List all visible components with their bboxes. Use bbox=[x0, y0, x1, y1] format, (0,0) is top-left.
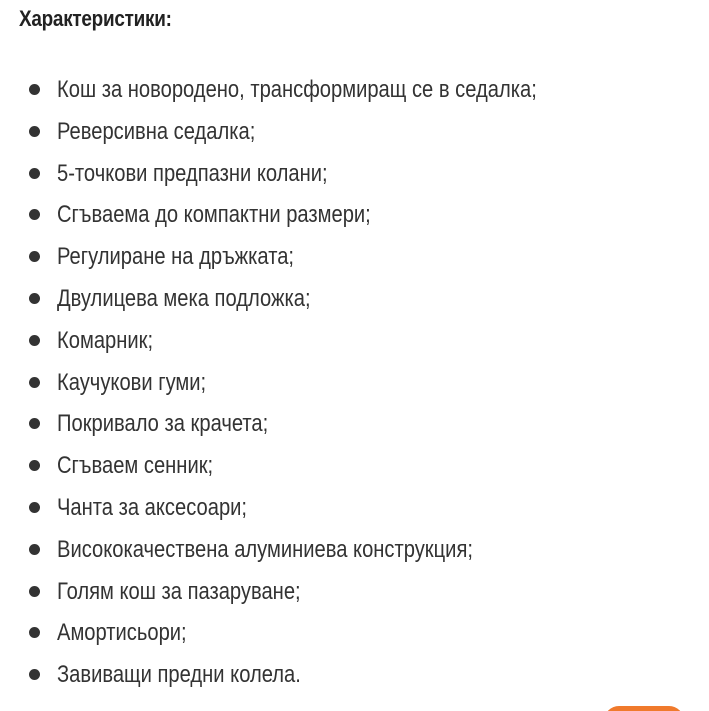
bullet-icon bbox=[29, 209, 40, 220]
list-item-text: 5-точкови предпазни колани; bbox=[57, 159, 328, 187]
bullet-icon bbox=[29, 293, 40, 304]
list-item-text: Завиващи предни колела. bbox=[57, 661, 301, 689]
list-item-text: Реверсивна седалка; bbox=[57, 117, 256, 145]
list-item-text: Сгъваема до компактни размери; bbox=[57, 201, 371, 229]
list-item-text: Амортисьори; bbox=[57, 619, 187, 647]
bullet-icon bbox=[29, 460, 40, 471]
bullet-icon bbox=[29, 84, 40, 95]
list-item-text: Кош за новородено, трансформиращ се в седалка; bbox=[57, 76, 537, 103]
list-item-text: Покривало за крачета; bbox=[57, 410, 269, 438]
bullet-icon bbox=[29, 586, 40, 597]
bullet-icon bbox=[29, 627, 40, 638]
list-item-text: Висококачествена алуминиева конструкция; bbox=[57, 535, 473, 563]
list-item-text: Регулиране на дръжката; bbox=[57, 243, 295, 271]
list-item-text: Каучукови гуми; bbox=[57, 368, 207, 396]
characteristics-heading: Характеристики: bbox=[19, 6, 172, 31]
bullet-icon bbox=[29, 544, 40, 555]
bullet-icon bbox=[29, 669, 40, 680]
bullet-icon bbox=[29, 335, 40, 346]
list-item-text: Чанта за аксесоари; bbox=[57, 493, 248, 521]
bullet-icon bbox=[29, 418, 40, 429]
bullet-icon bbox=[29, 377, 40, 388]
list-item-text: Двулицева мека подложка; bbox=[57, 284, 311, 312]
bullet-icon bbox=[29, 126, 40, 137]
list-item-text: Голям кош за пазаруване; bbox=[57, 577, 301, 605]
bullet-icon bbox=[29, 251, 40, 262]
bullet-icon bbox=[29, 168, 40, 179]
bullet-icon bbox=[29, 502, 40, 513]
list-item-text: Комарник; bbox=[57, 326, 154, 354]
floating-action-button[interactable] bbox=[604, 706, 684, 711]
list-item-text: Сгъваем сенник; bbox=[57, 452, 214, 480]
